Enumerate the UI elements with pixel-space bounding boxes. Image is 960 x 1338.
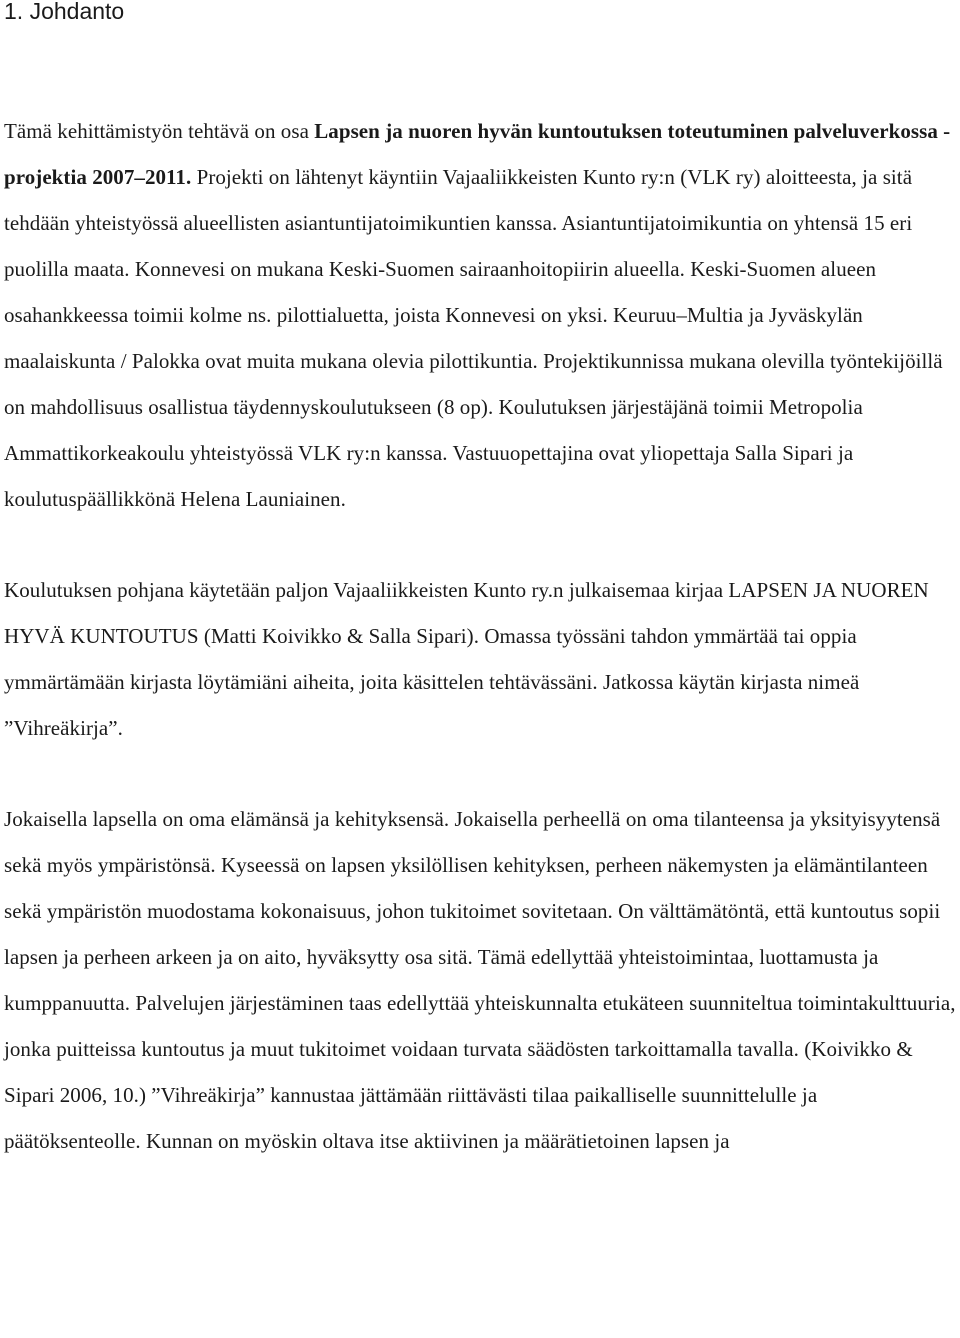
project-name: Lapsen ja nuoren hyvän kuntoutuksen toteutuminen palveluverkossa -projektia 2007–2011. [4,119,951,189]
paragraph-intro-body: Projekti on lähtenyt käyntiin Vajaaliikkeisten Kunto ry:n (VLK ry) aloitteesta, ja sitä tehdään yhteistyössä alueellisten asiantuntijatoimikuntien kanssa. Asiantuntijatoimikuntia on yhtensä 15 eri puolilla maata. Konnevesi on mukana Keski-Suomen sairaanhoitopiirin alueella. Keski-Suomen alueen osahankkeessa toimii kolme ns. pilottialuetta, joista Konnevesi on yksi. Keuruu–Multia ja Jyväskylän maalaiskunta / Palokka ovat muita mukana olevia pilottikuntia. Projektikunnissa mukana olevilla työntekijöillä on mahdollisuus osallistua täydennyskoulutukseen (8 op). Koulutuksen järjestäjänä toimii Metropolia Ammattikorkeakoulu yhteistyössä VLK ry:n kanssa. Vastuuopettajina ovat yliopettaja Salla Sipari ja koulutuspäällikkönä Helena Launiainen. [4,165,943,511]
paragraph-family: Jokaisella lapsella on oma elämänsä ja kehityksensä. Jokaisella perheellä on oma tilanteensa ja yksityisyytensä sekä myös ympäristönsä. Kyseessä on lapsen yksilöllisen kehityksen, perheen näkemysten ja elämäntilanteen sekä ympäristön muodostama kokonaisuus, johon tukitoimet sovitetaan. On välttämätöntä, että kuntoutus sopii lapsen ja perheen arkeen ja on aito, hyväksytty osa sitä. Tämä edellyttää yhteistoimintaa, luottamusta ja kumppanuutta. Palvelujen järjestäminen taas edellyttää yhteiskunnalta etukäteen suunniteltua toimintakulttuuria, jonka puitteissa kuntoutus ja muut tukitoimet voidaan turvata säädösten tarkoittamalla tavalla. (Koivikko & Sipari 2006, 10.) ”Vihreäkirja” kannustaa jättämään riittävästi tilaa paikalliselle suunnittelulle ja päätöksenteolle. Kunnan on myöskin oltava itse aktiivinen ja määrätietoinen lapsen ja [4,807,956,1153]
paragraph-intro-lead: Tämä kehittämistyön tehtävä on osa [4,119,315,143]
paragraph-intro [4,108,956,522]
section-heading: 1. Johdanto [4,0,125,24]
paragraph-book: Koulutuksen pohjana käytetään paljon Vajaaliikkeisten Kunto ry.n julkaisemaa kirjaa LAPSEN JA NUOREN HYVÄ KUNTOUTUS (Matti Koivikko & Salla Sipari). Omassa työssäni tahdon ymmärtää tai oppia ymmärtämään kirjasta löytämiäni aiheita, joita käsittelen tehtävässäni. Jatkossa käytän kirjasta nimeä ”Vihreäkirja”. [4,578,929,740]
